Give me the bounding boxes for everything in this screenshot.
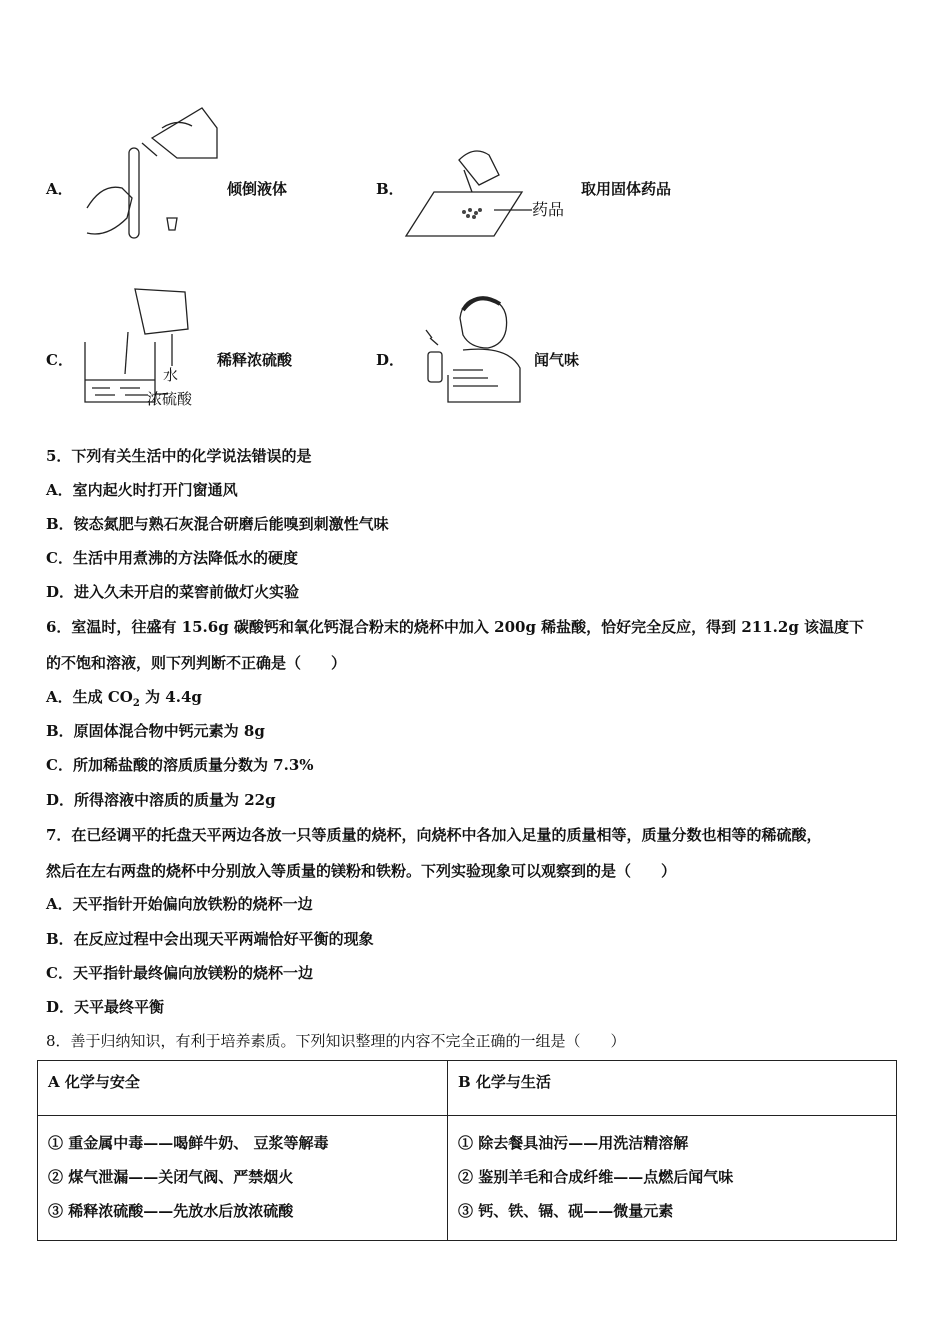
table-body-row <box>38 1116 897 1241</box>
q6-option-a-post: 为 4.4g <box>139 688 202 706</box>
pouring-liquid-figure <box>82 98 222 248</box>
q6-stem-line1: 6．室温时，往盛有 15.6g 碳酸钙和氧化钙混合粉末的烧杯中加入 200g 稀盐酸，恰好完全反应，得到 211.2g 该温度下 <box>46 618 865 636</box>
table-b-item-2: ② 鉴别羊毛和合成纤维——点燃后闻气味 <box>458 1168 734 1186</box>
table-header-a: A 化学与安全 <box>38 1061 448 1116</box>
q5-option-a: A．室内起火时打开门窗通风 <box>46 481 238 499</box>
q7-option-c: C．天平指针最终偏向放镁粉的烧杯一边 <box>46 964 313 982</box>
q5-option-c: C．生活中用煮沸的方法降低水的硬度 <box>46 549 298 567</box>
q6-option-a <box>46 686 202 709</box>
figure-label-acid: 浓硫酸 <box>147 390 193 408</box>
q6-option-a-pre: A．生成 CO <box>46 688 133 706</box>
option-b-letter: B． <box>376 180 404 198</box>
q6-option-b: B．原固体混合物中钙元素为 8g <box>46 722 265 740</box>
table-b-item-3: ③ 钙、铁、镉、砚——微量元素 <box>458 1202 674 1220</box>
figure-label-water: 水 <box>163 366 179 384</box>
option-d-letter: D． <box>376 351 405 369</box>
option-a-letter: A． <box>46 180 73 198</box>
q6-option-d: D．所得溶液中溶质的质量为 22g <box>46 791 276 809</box>
table-a-item-2: ② 煤气泄漏——关闭气阀、严禁烟火 <box>48 1168 294 1186</box>
knowledge-table <box>37 1060 897 1241</box>
smelling-figure <box>408 290 526 405</box>
figure-label-medicine: 药品 <box>532 200 565 219</box>
option-b-caption: 取用固体药品 <box>581 180 672 198</box>
table-cell-a <box>38 1116 448 1241</box>
option-a-caption: 倾倒液体 <box>227 180 288 198</box>
table-header-row <box>38 1061 897 1116</box>
option-d-caption: 闻气味 <box>534 351 580 369</box>
q7-stem-line1: 7．在已经调平的托盘天平两边各放一只等质量的烧杯，向烧杯中各加入足量的质量相等，质量分数也相等的稀硫酸， <box>46 826 822 844</box>
q5-option-d: D．进入久未开启的菜窖前做灯火实验 <box>46 583 300 601</box>
table-b-item-1: ① 除去餐具油污——用洗洁精溶解 <box>458 1134 689 1152</box>
q6-option-a-sub: 2 <box>132 698 140 709</box>
q7-option-a: A．天平指针开始偏向放铁粉的烧杯一边 <box>46 895 313 913</box>
table-a-item-1: ① 重金属中毒——喝鲜牛奶、 豆浆等解毒 <box>48 1134 329 1152</box>
q5-stem: 5．下列有关生活中的化学说法错误的是 <box>46 447 312 465</box>
q7-option-d: D．天平最终平衡 <box>46 998 165 1016</box>
table-header-b: B 化学与生活 <box>448 1061 897 1116</box>
q5-option-b: B．铵态氮肥与熟石灰混合研磨后能嗅到刺激性气味 <box>46 515 389 533</box>
option-c-caption: 稀释浓硫酸 <box>217 351 293 369</box>
q6-stem-line2: 的不饱和溶液，则下列判断不正确是（ ） <box>46 654 347 672</box>
taking-solid-figure <box>404 140 579 240</box>
option-c-letter: C． <box>46 351 73 369</box>
q8-stem: 8．善于归纳知识，有利于培养素质。下列知识整理的内容不完全正确的一组是（ ） <box>46 1032 626 1050</box>
table-cell-b <box>448 1116 897 1241</box>
table-a-item-3: ③ 稀释浓硫酸——先放水后放浓硫酸 <box>48 1202 294 1220</box>
diluting-acid-figure <box>80 284 210 410</box>
q7-stem-line2: 然后在左右两盘的烧杯中分别放入等质量的镁粉和铁粉。下列实验现象可以观察到的是（ ） <box>46 862 677 880</box>
q7-option-b: B．在反应过程中会出现天平两端恰好平衡的现象 <box>46 930 374 948</box>
q6-option-c: C．所加稀盐酸的溶质质量分数为 7.3% <box>46 756 314 774</box>
